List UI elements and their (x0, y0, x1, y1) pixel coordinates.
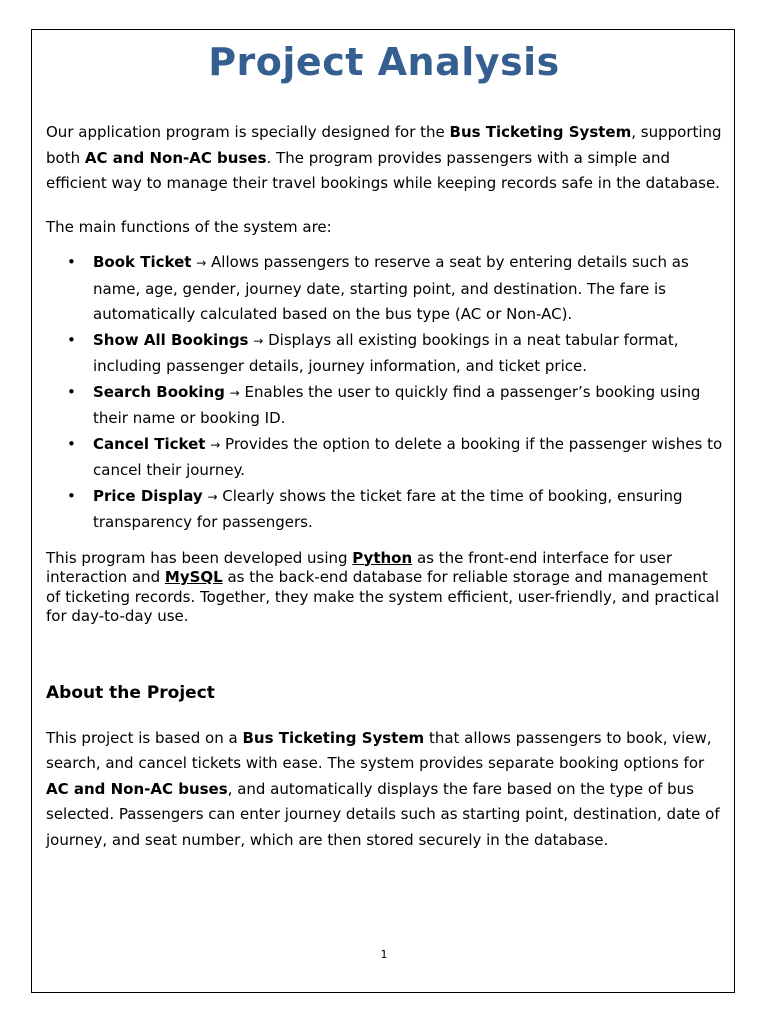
bullet-icon: • (67, 434, 76, 453)
tech-text: This program has been developed using (46, 548, 353, 567)
arrow-right-icon: → (210, 437, 221, 452)
arrow-right-icon: → (196, 256, 207, 270)
mysql-keyword: MySQL (164, 568, 223, 586)
functions-list (46, 250, 726, 536)
document-body (46, 120, 726, 853)
page-number: 1 (380, 948, 388, 961)
arrow-right-icon: → (253, 333, 264, 348)
list-item (46, 328, 726, 380)
bullet-icon: • (67, 486, 76, 505)
about-bold-buses: AC and Non-AC buses (46, 779, 228, 798)
bullet-icon: • (67, 330, 76, 349)
intro-text: , supporting both (46, 123, 722, 167)
function-description: Provides the option to delete a booking if the passenger wishes to cancel their journey. (93, 434, 723, 479)
function-name: Book Ticket (93, 253, 192, 271)
function-description: Displays all existing bookings in a neat tabular format, including passenger details, journey information, and ticket price. (93, 330, 679, 375)
about-heading: About the Project (46, 682, 215, 703)
tech-paragraph (46, 549, 726, 627)
list-item (46, 250, 726, 328)
intro-text: Our application program is specially designed for the (46, 123, 450, 141)
about-bold-system: Bus Ticketing System (242, 728, 425, 747)
tech-text: as the front-end interface for user interaction and (46, 548, 672, 586)
page-title: Project Analysis (208, 40, 560, 84)
python-keyword: Python (352, 548, 413, 567)
function-name: Show All Bookings (93, 330, 249, 349)
list-item (46, 484, 726, 536)
about-paragraph (46, 726, 726, 854)
function-description: Allows passengers to reserve a seat by entering details such as name, age, gender, journey date, starting point, and destination. The fare is automatically calculated based on the bus type (AC or Non-AC). (93, 253, 689, 323)
intro-bold-system: Bus Ticketing System (449, 123, 632, 141)
intro-bold-buses: AC and Non-AC buses (84, 148, 267, 167)
bullet-icon: • (67, 382, 76, 401)
about-text: that allows passengers to book, view, search, and cancel tickets with ease. The system provides separate booking options for (46, 728, 712, 772)
function-name: Cancel Ticket (93, 434, 206, 453)
intro-paragraph (46, 120, 726, 197)
function-description: Clearly shows the ticket fare at the time of booking, ensuring transparency for passengers. (93, 486, 683, 531)
function-name: Price Display (93, 486, 203, 505)
about-text: , and automatically displays the fare based on the type of bus selected. Passengers can enter journey details such as starting point, destination, date of journey, and seat number, which are then stored securely in the database. (46, 779, 720, 849)
tech-text: as the back-end database for reliable storage and management of ticketing records. Together, they make the system efficient, user-friendly, and practical for day-to-day use. (46, 568, 720, 625)
arrow-right-icon: → (229, 385, 240, 400)
function-description: Enables the user to quickly find a passenger’s booking using their name or booking ID. (93, 382, 701, 427)
arrow-right-icon: → (207, 489, 218, 504)
list-item (46, 432, 726, 484)
function-name: Search Booking (93, 382, 225, 401)
bullet-icon: • (67, 253, 76, 271)
intro-text: . The program provides passengers with a simple and efficient way to manage their travel bookings while keeping records safe in the database. (46, 148, 720, 192)
functions-intro: The main functions of the system are: (46, 217, 332, 236)
list-item (46, 380, 726, 432)
about-text: This project is based on a (46, 728, 243, 747)
